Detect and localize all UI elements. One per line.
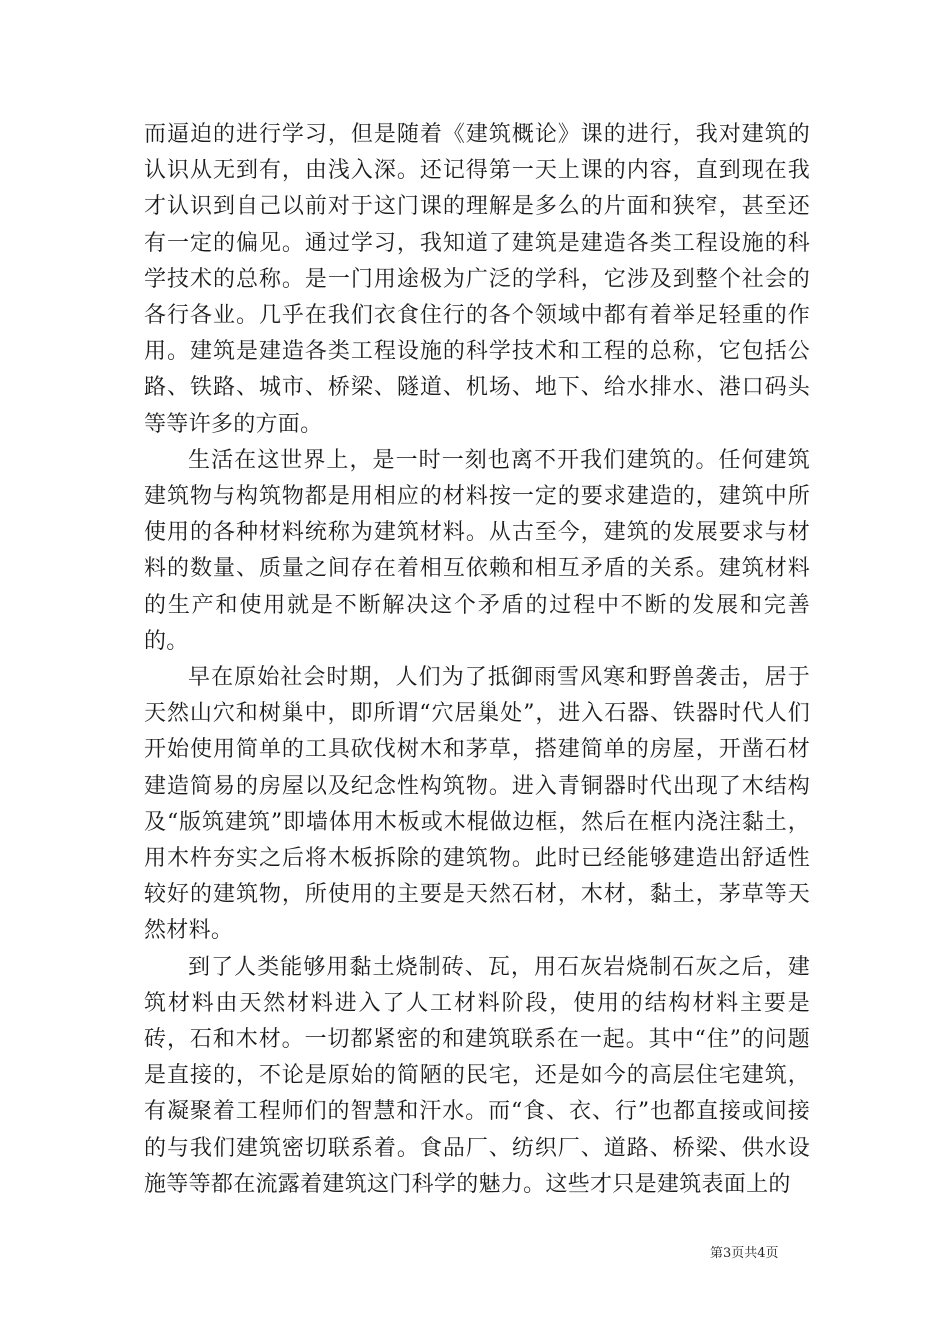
paragraph-primitive-society: 早在原始社会时期，人们为了抵御雨雪风寒和野兽袭击，居于天然山穴和树巢中，即所谓“穴居巢处”，进入石器、铁器时代人们开始使用简单的工具砍伐树木和茅草，搭建简单的房屋，开凿石材建造简易的房屋以及纪念性构筑物。进入青铜器时代出现了木结构及“版筑建筑”即墙体用木板或木棍做边框，然后在框内浇注黏土，用木杵夯实之后将木板拆除的建筑物。此时已经能够建造出舒适性较好的建筑物，所使用的主要是天然石材，木材，黏土，茅草等天然材料。 xyxy=(144,665,810,944)
body-text xyxy=(144,117,810,1203)
paragraph-artificial-materials: 到了人类能够用黏土烧制砖、瓦，用石灰岩烧制石灰之后，建筑材料由天然材料进入了人工材料阶段，使用的结构材料主要是砖，石和木材。一切都紧密的和建筑联系在一起。其中“住”的问题是直接的，不论是原始的简陋的民宅，还是如今的高层住宅建筑，有凝聚着工程师们的智慧和汗水。而“食、衣、行”也都直接或间接的与我们建筑密切联系着。食品厂、纺织厂、道路、桥梁、供水设施等等都在流露着建筑这门科学的魅力。这些才只是建筑表面上的 xyxy=(144,954,810,1197)
paragraph-materials: 生活在这世界上，是一时一刻也离不开我们建筑的。任何建筑建筑物与构筑物都是用相应的材料按一定的要求建造的，建筑中所使用的各种材料统称为建筑材料。从古至今，建筑的发展要求与材料的数量、质量之间存在着相互依赖和相互矛盾的关系。建筑材料的生产和使用就是不断解决这个矛盾的过程中不断的发展和完善的。 xyxy=(144,447,810,654)
paragraph-continuation: 而逼迫的进行学习，但是随着《建筑概论》课的进行，我对建筑的认识从无到有，由浅入深。还记得第一天上课的内容，直到现在我才认识到自己以前对于这门课的理解是多么的片面和狭窄，甚至还有一定的偏见。通过学习，我知道了建筑是建造各类工程设施的科学技术的总称。是一门用途极为广泛的学科，它涉及到整个社会的各行各业。几乎在我们衣食住行的各个领域中都有着举足轻重的作用。建筑是建造各类工程设施的科学技术和工程的总称，它包括公路、铁路、城市、桥梁、隧道、机场、地下、给水排水、港口码头等等许多的方面。 xyxy=(144,122,810,437)
page-number: 第3页共4页 xyxy=(710,1246,779,1261)
